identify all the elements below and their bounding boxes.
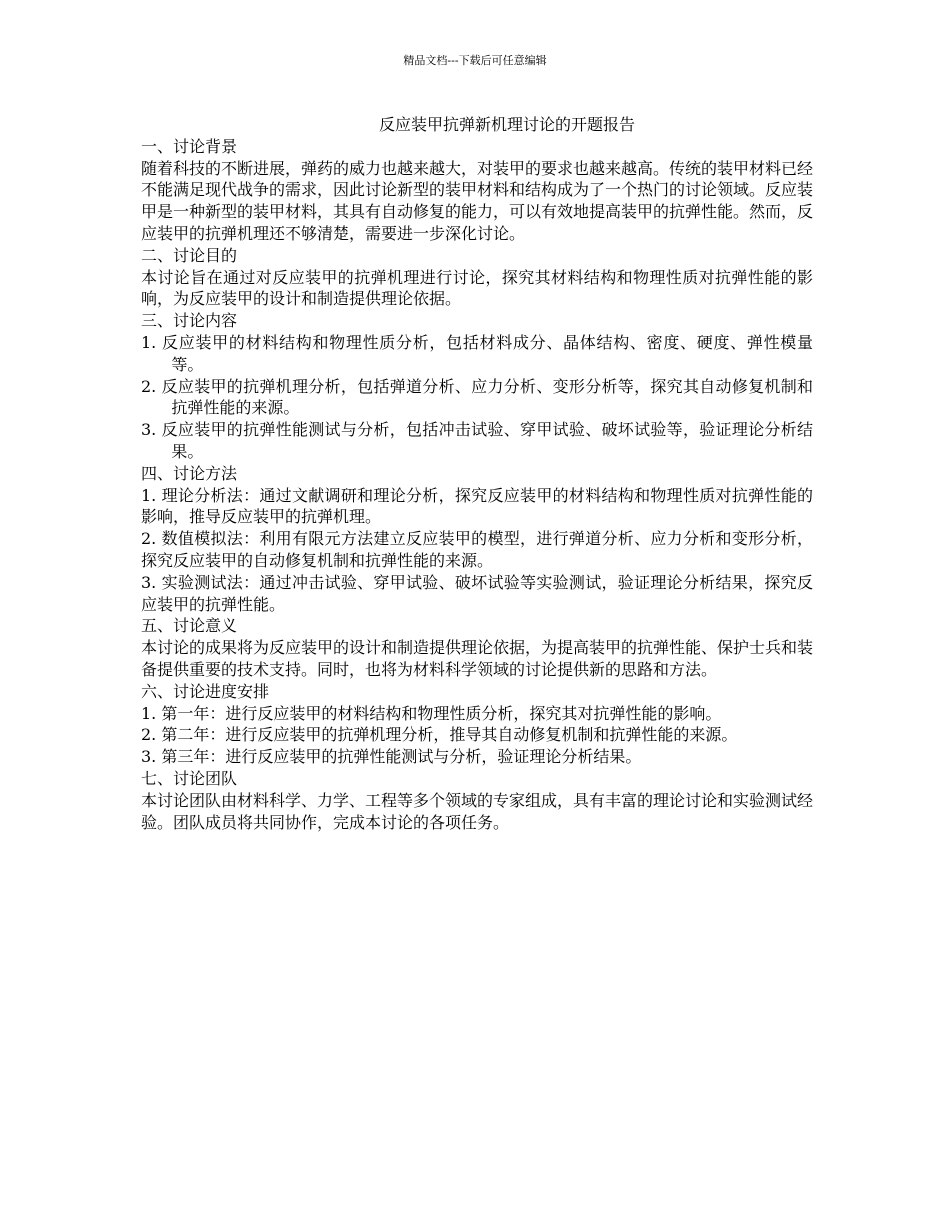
section-heading: 五、讨论意义	[141, 616, 238, 636]
document-title: 反应装甲抗弹新机理讨论的开题报告	[378, 115, 635, 134]
section-team	[141, 768, 813, 833]
section-paragraph: 本讨论旨在通过对反应装甲的抗弹机理进行讨论，探究其材料结构和物理性质对抗弹性能的影响，为反应装甲的设计和制造提供理论依据。	[141, 267, 813, 309]
section-heading: 二、讨论目的	[141, 245, 238, 265]
section-purpose	[141, 245, 813, 310]
section-paragraph: 随着科技的不断进展，弹药的威力也越来越大，对装甲的要求也越来越高。传统的装甲材料已经不能满足现代战争的需求，因此讨论新型的装甲材料和结构成为了一个热门的讨论领域。反应装甲是一种新型的装甲材料，其具有自动修复的能力，可以有效地提高装甲的抗弹性能。然而，反应装甲的抗弹机理还不够清楚，需要进一步深化讨论。	[141, 158, 814, 243]
list-item: 2. 数值模拟法：利用有限元方法建立反应装甲的模型，进行弹道分析、应力分析和变形分析，探究反应装甲的自动修复机制和抗弹性能的来源。	[141, 529, 813, 570]
section-heading: 四、讨论方法	[141, 463, 238, 483]
section-paragraph: 本讨论的成果将为反应装甲的设计和制造提供理论依据，为提高装甲的抗弹性能、保护士兵和装备提供重要的技术支持。同时，也将为材料科学领域的讨论提供新的思路和方法。	[141, 638, 814, 679]
section-heading: 三、讨论内容	[141, 311, 238, 331]
section-heading: 一、讨论背景	[141, 136, 238, 156]
section-heading: 七、讨论团队	[141, 768, 238, 788]
section-paragraph: 本讨论团队由材料科学、力学、工程等多个领域的专家组成，具有丰富的理论讨论和实验测试经验。团队成员将共同协作，完成本讨论的各项任务。	[141, 790, 814, 832]
document-body	[141, 114, 813, 833]
list-item: 2. 第二年：进行反应装甲的抗弹机理分析，推导其自动修复机制和抗弹性能的来源。	[141, 725, 738, 745]
section-heading: 六、讨论进度安排	[141, 681, 270, 701]
section-significance	[141, 615, 813, 680]
list-item: 3. 实验测试法：通过冲击试验、穿甲试验、破坏试验等实验测试，验证理论分析结果，探究反应装甲的抗弹性能。	[141, 572, 813, 614]
section-background	[141, 136, 813, 245]
section-schedule	[141, 681, 813, 768]
list-item: 2. 反应装甲的抗弹机理分析，包括弹道分析、应力分析、变形分析等，探究其自动修复机制和抗弹性能的来源。	[141, 376, 813, 418]
list-item: 3. 反应装甲的抗弹性能测试与分析，包括冲击试验、穿甲试验、破坏试验等，验证理论分析结果。	[141, 420, 813, 461]
section-content	[141, 310, 813, 463]
section-methods	[141, 463, 813, 616]
header-note: 精品文档---下载后可任意编辑	[403, 54, 547, 67]
list-item: 1. 理论分析法：通过文献调研和理论分析，探究反应装甲的材料结构和物理性质对抗弹性能的影响，推导反应装甲的抗弹机理。	[141, 485, 813, 527]
list-item: 3. 第三年：进行反应装甲的抗弹性能测试与分析，验证理论分析结果。	[141, 747, 642, 767]
list-item: 1. 第一年：进行反应装甲的材料结构和物理性质分析，探究其对抗弹性能的影响。	[141, 703, 722, 723]
list-item: 1. 反应装甲的材料结构和物理性质分析，包括材料成分、晶体结构、密度、硬度、弹性模量等。	[141, 332, 813, 374]
